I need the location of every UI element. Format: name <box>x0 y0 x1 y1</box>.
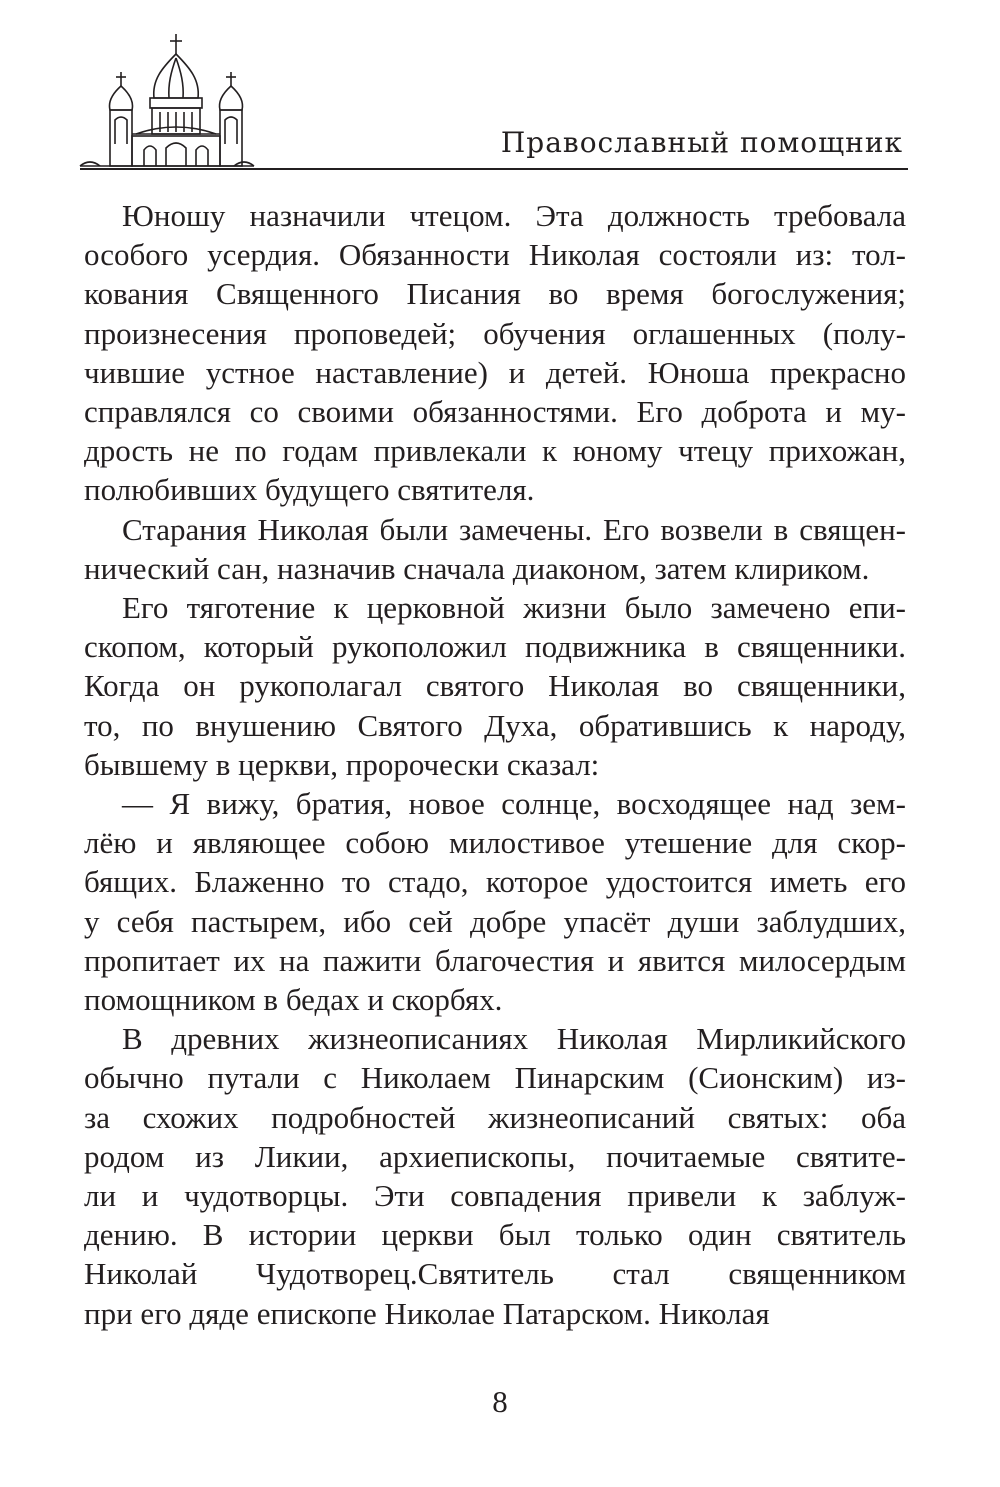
text-line: особого усердия. Обязанности Николая состояли из: тол- <box>84 237 906 273</box>
text-line: Старания Николая были замечены. Его возвели в священ- <box>122 511 906 547</box>
text-line: — Я вижу, братия, новое солнце, восходящее над зем- <box>122 786 906 822</box>
paragraph <box>84 510 906 588</box>
text-line: справлялся со своими обязанностями. Его доброта и му- <box>84 394 906 430</box>
text-line: бывшему в церкви, пророчески сказал: <box>84 746 600 782</box>
text-line: бящих. Блаженно то стадо, которое удостоится иметь его <box>84 864 906 900</box>
running-title: Православный помощник <box>500 126 903 159</box>
text-line: Его тяготение к церковной жизни было замечено епи- <box>122 590 906 626</box>
text-line: то, по внушению Святого Духа, обратившись к народу, <box>84 707 906 743</box>
text-line: Николай Чудотворец.Святитель стал священником <box>84 1256 906 1292</box>
text-line: полюбивших будущего святителя. <box>84 472 535 508</box>
paragraph <box>84 196 906 510</box>
header-rule <box>80 168 908 170</box>
text-line: дрость не по годам привлекали к юному чтецу прихожан, <box>84 433 906 469</box>
text-line: родом из Ликии, архиепископы, почитаемые святите- <box>84 1138 906 1174</box>
paragraph <box>84 784 906 1019</box>
text-line: при его дяде епископе Николае Патарском. Николая <box>84 1295 770 1331</box>
text-line: за схожих подробностей жизнеописаний святых: оба <box>84 1099 906 1135</box>
text-line: Юношу назначили чтецом. Эта должность требовала <box>122 198 906 233</box>
page-header <box>0 0 1000 180</box>
text-line: кования Священного Писания во время богослужения; <box>84 276 906 312</box>
text-line: помощником в бедах и скорбях. <box>84 982 503 1018</box>
text-line: ли и чудотворцы. Эти совпадения привели к заблуж- <box>84 1178 906 1214</box>
paragraph <box>84 588 906 784</box>
text-line: Когда он рукополагал святого Николая во священники, <box>84 668 906 704</box>
page-number: 8 <box>492 1384 508 1419</box>
text-line: обычно путали с Николаем Пинарским (Сионским) из- <box>84 1060 906 1096</box>
text-line: дению. В истории церкви был только один святитель <box>84 1217 906 1253</box>
text-line: лёю и являющее собою милостивое утешение для скор- <box>84 825 906 861</box>
text-line: произнесения проповедей; обучения оглашенных (полу- <box>84 315 906 351</box>
text-line: пропитает их на пажити благочестия и явится милосердым <box>84 942 906 978</box>
text-line: у себя пастырем, ибо сей добре упасёт души заблудших, <box>84 903 906 939</box>
paragraph <box>84 1019 906 1333</box>
cathedral-icon <box>76 32 256 182</box>
text-line: нический сан, назначив сначала диаконом, затем клириком. <box>84 550 870 586</box>
text-line: чившие устное наставление) и детей. Юноша прекрасно <box>84 354 906 390</box>
text-line: В древних жизнеописаниях Николая Мирликийского <box>122 1021 906 1057</box>
body-text <box>84 196 906 1333</box>
text-line: скопом, который рукоположил подвижника в священники. <box>84 629 906 665</box>
